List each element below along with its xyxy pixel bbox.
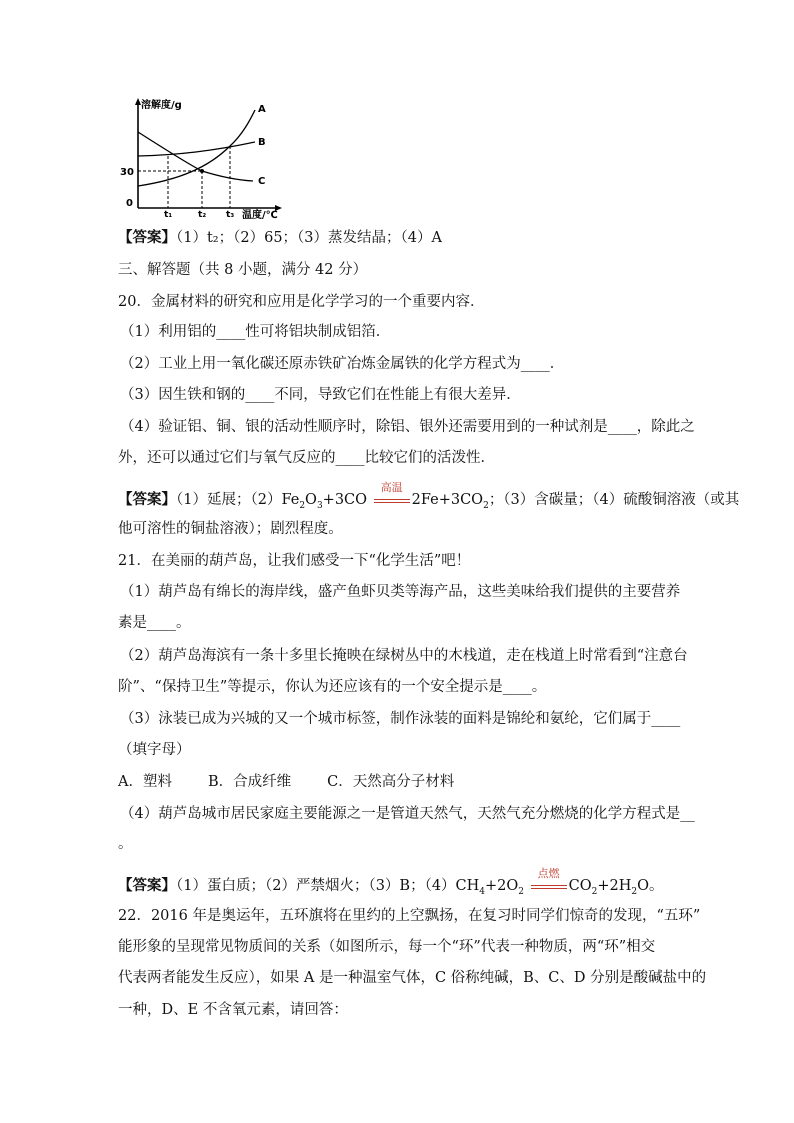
y-tick-30: 30 bbox=[120, 167, 134, 178]
q20-part4-line2: 外，还可以通过它们与氧气反应的____比较它们的活泼性． bbox=[118, 450, 495, 466]
q19-answer bbox=[118, 228, 442, 248]
q21-part4-line1: （4）葫芦岛城市居民家庭主要能源之一是管道天然气，天然气充分燃烧的化学方程式是__ bbox=[120, 806, 695, 822]
origin-label: 0 bbox=[126, 198, 133, 209]
answer-tag: 【答案】 bbox=[118, 877, 176, 894]
q21-part1-line2: 素是____。 bbox=[118, 615, 191, 631]
q21-answer: 【答案】（1）蛋白质；（2）严禁烟火；（3）B；$(4)CH_4+2O_2$ 点燃 $CO_2+2H_2O$。 bbox=[118, 876, 664, 902]
answer-part: +2H bbox=[597, 878, 632, 894]
solubility-chart bbox=[118, 96, 288, 220]
q20-answer-line1: 【答案】（1）延展；$(2)Fe_2O_3+3CO$ 高温 $2Fe+3CO_2$；（3）含碳量；（4）硫酸铜溶液（或其 bbox=[118, 490, 739, 516]
q21-part3-line1: （3）泳装已成为兴城的又一个城市标签，制作泳装的面料是锦纶和氨纶，它们属于____ bbox=[120, 711, 681, 727]
option-b: B．合成纤维 bbox=[207, 774, 292, 790]
q20-part3: （3）因生铁和钢的____不同，导致它们在性能上有很大差异． bbox=[120, 387, 521, 403]
answer-part: +2O bbox=[485, 878, 519, 894]
q20-part4-line1: （4）验证铝、铜、银的活动性顺序时，除铝、银外还需要用到的一种试剂是____，除此之 bbox=[120, 419, 695, 435]
x-tick-t3: t₃ bbox=[226, 210, 235, 220]
intersection-point bbox=[200, 169, 204, 173]
condition-label: 高温 bbox=[380, 481, 403, 494]
q21-part1-line1: （1）葫芦岛有绵长的海岸线，盛产鱼虾贝类等海产品，这些美味给我们提供的主要营养 bbox=[120, 584, 681, 600]
answer-tag: 【答案】 bbox=[118, 229, 176, 246]
q20-part2: （2）工业上用一氧化碳还原赤铁矿冶炼金属铁的化学方程式为____． bbox=[120, 356, 565, 372]
reaction-condition-high-temp bbox=[372, 481, 412, 510]
answer-part: ；（3）含碳量；（4）硫酸铜溶液（或其 bbox=[488, 492, 740, 508]
q21-part2-line1: （2）葫芦岛海滨有一条十多里长掩映在绿树丛中的木栈道，走在栈道上时常看到“注意台 bbox=[120, 648, 688, 664]
q22-line3: 代表两者能发生反应），如果 A 是一种温室气体，C 俗称纯碱，B、C、D 分别是酸碱盐中的 bbox=[118, 970, 707, 986]
option-a: A．塑料 bbox=[118, 774, 172, 790]
curve-a bbox=[138, 110, 255, 186]
q22-line2: 能形象的呈现常见物质间的关系（如图所示，每一个“环”代表一种物质，两“环”相交 bbox=[118, 939, 656, 955]
curve-b bbox=[138, 142, 255, 156]
section-heading: 三、解答题（共 8 小题，满分 42 分） bbox=[118, 262, 368, 278]
q22-line1: 22．2016 年是奥运年，五环旗将在里约的上空飘扬，在复习时同学们惊奇的发现，“五环” bbox=[118, 908, 701, 924]
answer-part: 2Fe+3CO bbox=[411, 492, 484, 508]
q20-stem: 20．金属材料的研究和应用是化学学习的一个重要内容． bbox=[118, 294, 485, 310]
answer-part: CO bbox=[568, 878, 592, 894]
answer-tag: 【答案】 bbox=[118, 491, 176, 508]
curve-label-c: C bbox=[258, 176, 266, 187]
curve-label-a: A bbox=[258, 104, 266, 115]
x-tick-t1: t₁ bbox=[164, 210, 173, 220]
condition-label: 点燃 bbox=[537, 867, 560, 880]
q22-line4: 一种，D、E 不含氧元素，请回答： bbox=[118, 1002, 348, 1018]
q21-part4-line2: 。 bbox=[118, 836, 133, 852]
y-axis-label: 溶解度/g bbox=[141, 100, 182, 111]
x-axis-label: 温度/℃ bbox=[242, 210, 278, 220]
curve-label-b: B bbox=[258, 137, 266, 148]
reaction-condition-ignite bbox=[529, 867, 569, 896]
answer-part: O。 bbox=[637, 878, 664, 894]
x-tick-t2: t₂ bbox=[198, 210, 207, 220]
q20-part1: （1）利用铝的____性可将铝块制成铝箔． bbox=[120, 324, 391, 340]
q21-stem: 21．在美丽的葫芦岛，让我们感受一下“化学生活”吧！ bbox=[118, 553, 471, 569]
q21-options bbox=[118, 772, 454, 792]
option-c: C．天然高分子材料 bbox=[327, 774, 455, 790]
answer-part: （1）延展；（2）Fe bbox=[176, 492, 300, 508]
q20-answer-line2: 他可溶性的铜盐溶液）；剧烈程度。 bbox=[118, 521, 343, 537]
answer-text: （1）t₂；（2）65；（3）蒸发结晶；（4）A bbox=[176, 230, 442, 246]
answer-part: +3CO bbox=[322, 492, 368, 508]
answer-part: （1）蛋白质；（2）严禁烟火；（3）B；（4）CH bbox=[176, 878, 480, 894]
q21-part2-line2: 阶”、“保持卫生”等提示，你认为还应该有的一个安全提示是____。 bbox=[118, 679, 547, 695]
q21-part3-line2: （填字母） bbox=[118, 742, 191, 758]
answer-part: O bbox=[305, 492, 317, 508]
